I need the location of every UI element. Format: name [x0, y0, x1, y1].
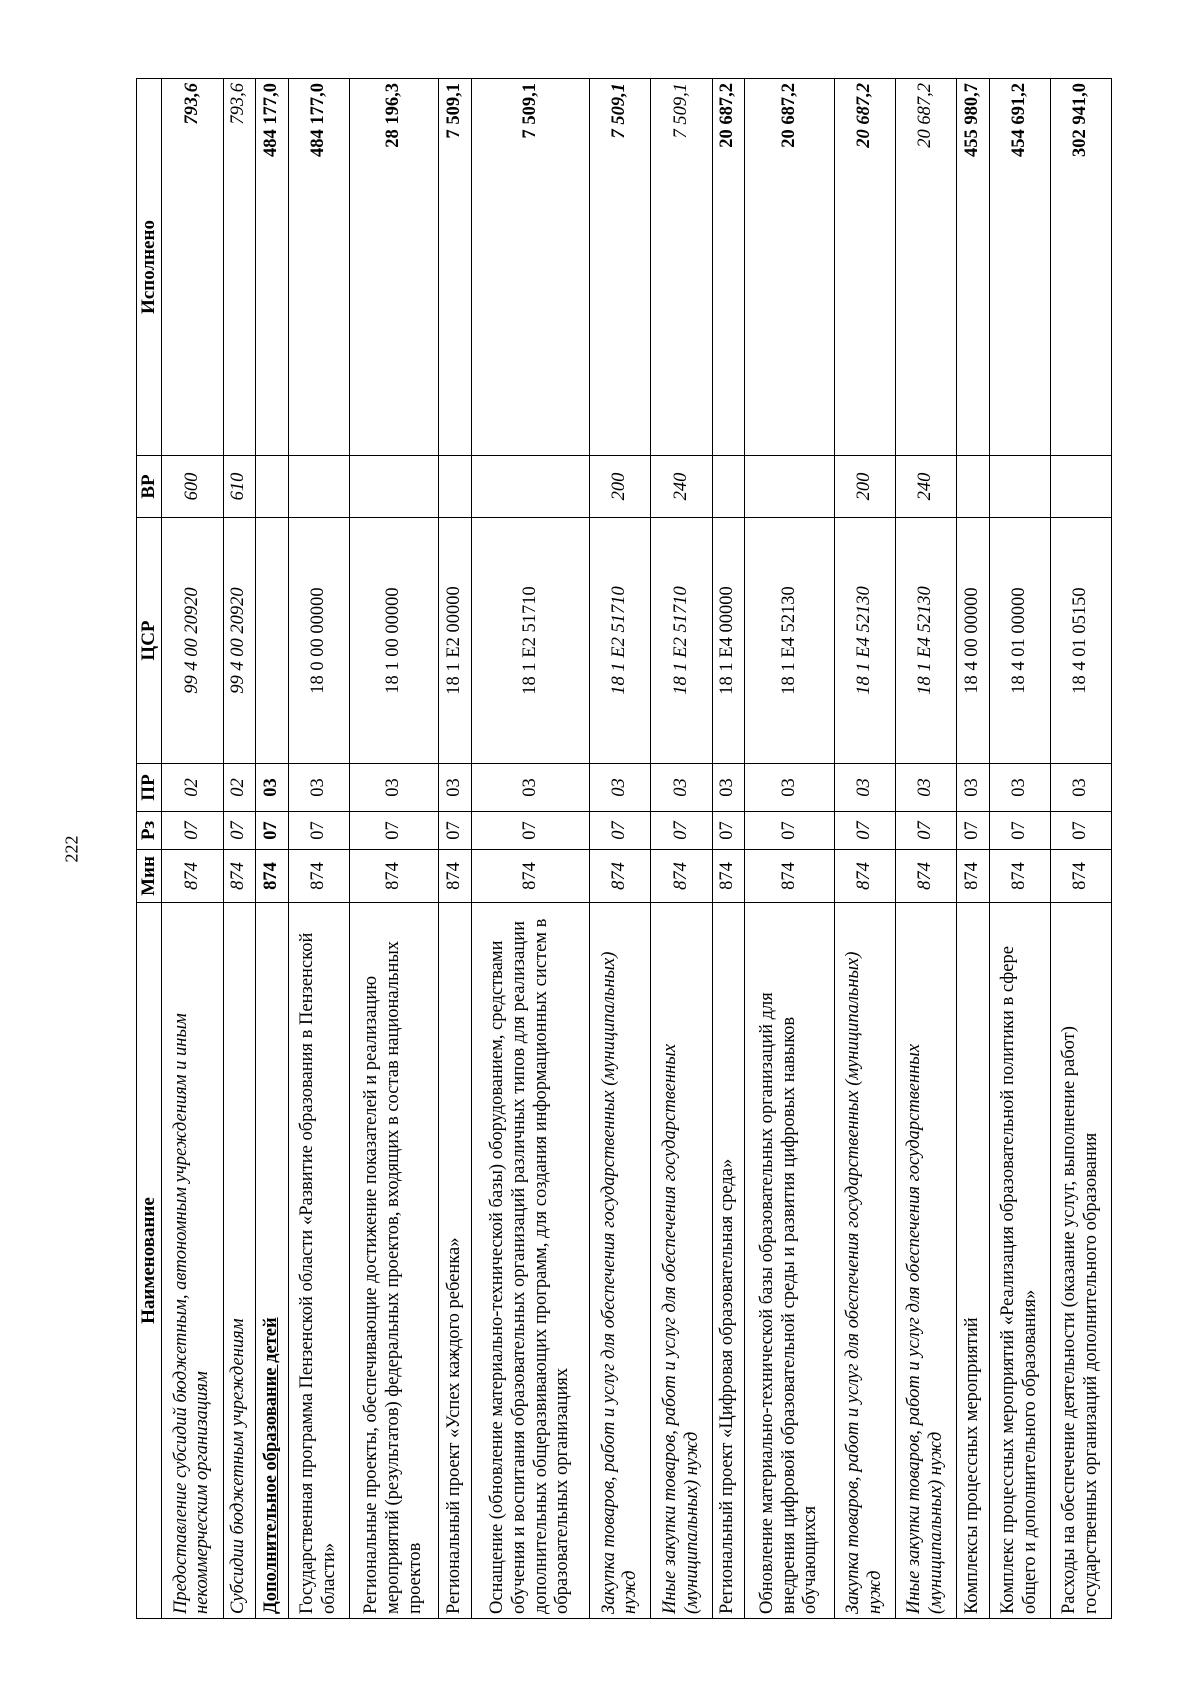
table-row: [349, 79, 439, 1619]
budget-table: [136, 78, 1112, 1619]
cell-name: Иные закупки товаров, работ и услуг для обеспечения государственных (муниципальных) нужд: [895, 903, 956, 1619]
cell-min: 874: [590, 850, 651, 903]
cell-name: Региональный проект «Цифровая образовательная среда»: [712, 903, 745, 1619]
cell-rz: 07: [590, 812, 651, 850]
cell-rz: 07: [651, 812, 712, 850]
table-row: [162, 79, 223, 1619]
cell-rz: 07: [349, 812, 439, 850]
cell-pr: 03: [256, 764, 289, 812]
cell-min: 874: [1050, 850, 1111, 903]
cell-csr: [256, 518, 289, 764]
cell-pr: 03: [834, 764, 895, 812]
cell-name: Региональные проекты, обеспечивающие достижение показателей и реализацию мероприятий (результатов) федеральных проектов, входящих в состав национальных проектов: [349, 903, 439, 1619]
cell-rz: 07: [745, 812, 835, 850]
cell-pr: 03: [895, 764, 956, 812]
cell-vr: [288, 456, 349, 518]
cell-vr: 240: [651, 456, 712, 518]
cell-vr: [712, 456, 745, 518]
cell-name: Региональный проект «Успех каждого ребенка»: [439, 903, 472, 1619]
header-rz: Рз: [137, 812, 162, 850]
table-row: [256, 79, 289, 1619]
cell-isp: 793,6: [162, 79, 223, 456]
cell-vr: 600: [162, 456, 223, 518]
table-header-row: [137, 79, 162, 1619]
cell-rz: 07: [256, 812, 289, 850]
cell-pr: 03: [712, 764, 745, 812]
cell-min: 874: [989, 850, 1050, 903]
cell-name: Расходы на обеспечение деятельности (оказание услуг, выполнение работ) государственных организаций дополнительного образования: [1050, 903, 1111, 1619]
table-row: [712, 79, 745, 1619]
cell-vr: [439, 456, 472, 518]
cell-csr: 18 4 00 00000: [957, 518, 990, 764]
cell-csr: 99 4 00 20920: [162, 518, 223, 764]
cell-rz: 07: [989, 812, 1050, 850]
cell-rz: 07: [471, 812, 589, 850]
cell-vr: [1050, 456, 1111, 518]
table-row: [590, 79, 651, 1619]
cell-isp: 454 691,2: [989, 79, 1050, 456]
cell-min: 874: [223, 850, 256, 903]
table-row: [957, 79, 990, 1619]
cell-isp: 7 509,1: [439, 79, 472, 456]
cell-isp: 20 687,2: [745, 79, 835, 456]
cell-min: 874: [439, 850, 472, 903]
cell-min: 874: [834, 850, 895, 903]
cell-csr: 18 1 E2 51710: [590, 518, 651, 764]
header-csr: ЦСР: [137, 518, 162, 764]
table-row: [439, 79, 472, 1619]
cell-pr: 03: [745, 764, 835, 812]
cell-pr: 03: [439, 764, 472, 812]
cell-pr: 03: [989, 764, 1050, 812]
cell-rz: 07: [288, 812, 349, 850]
cell-rz: 07: [439, 812, 472, 850]
header-name: Наименование: [137, 903, 162, 1619]
cell-isp: 455 980,7: [957, 79, 990, 456]
cell-csr: 18 1 00 00000: [349, 518, 439, 764]
cell-vr: 240: [895, 456, 956, 518]
cell-isp: 7 509,1: [651, 79, 712, 456]
cell-vr: [957, 456, 990, 518]
cell-min: 874: [957, 850, 990, 903]
cell-rz: 07: [834, 812, 895, 850]
cell-min: 874: [712, 850, 745, 903]
cell-csr: 18 1 E2 51710: [471, 518, 589, 764]
cell-isp: 7 509,1: [590, 79, 651, 456]
cell-min: 874: [895, 850, 956, 903]
cell-csr: 18 1 E2 51710: [651, 518, 712, 764]
cell-csr: 18 1 E4 52130: [895, 518, 956, 764]
table-row: [288, 79, 349, 1619]
cell-isp: 20 687,2: [895, 79, 956, 456]
cell-vr: 200: [834, 456, 895, 518]
table-row: [1050, 79, 1111, 1619]
cell-csr: 99 4 00 20920: [223, 518, 256, 764]
cell-csr: 18 4 01 05150: [1050, 518, 1111, 764]
cell-rz: 07: [223, 812, 256, 850]
header-pr: ПР: [137, 764, 162, 812]
cell-csr: 18 4 01 00000: [989, 518, 1050, 764]
cell-csr: 18 1 E4 52130: [834, 518, 895, 764]
cell-pr: 03: [288, 764, 349, 812]
table-row: [223, 79, 256, 1619]
cell-vr: [745, 456, 835, 518]
cell-pr: 02: [223, 764, 256, 812]
header-vr: ВР: [137, 456, 162, 518]
cell-min: 874: [651, 850, 712, 903]
table-row: [989, 79, 1050, 1619]
cell-csr: 18 1 E2 00000: [439, 518, 472, 764]
budget-table-container: [136, 79, 1112, 1619]
page-number: 222: [61, 835, 82, 863]
cell-name: Иные закупки товаров, работ и услуг для обеспечения государственных (муниципальных) нужд: [651, 903, 712, 1619]
cell-vr: 200: [590, 456, 651, 518]
cell-name: Государственная программа Пензенской области «Развитие образования в Пензенской области»: [288, 903, 349, 1619]
cell-pr: 03: [471, 764, 589, 812]
cell-csr: 18 1 E4 00000: [712, 518, 745, 764]
cell-isp: 20 687,2: [834, 79, 895, 456]
cell-isp: 484 177,0: [256, 79, 289, 456]
header-isp: Исполнено: [137, 79, 162, 456]
cell-min: 874: [288, 850, 349, 903]
cell-pr: 03: [349, 764, 439, 812]
table-row: [745, 79, 835, 1619]
table-row: [834, 79, 895, 1619]
cell-name: Предоставление субсидий бюджетным, автономным учреждениям и иным некоммерческим организациям: [162, 903, 223, 1619]
cell-isp: 484 177,0: [288, 79, 349, 456]
cell-min: 874: [162, 850, 223, 903]
cell-vr: [256, 456, 289, 518]
header-min: Мин: [137, 850, 162, 903]
table-row: [895, 79, 956, 1619]
cell-min: 874: [349, 850, 439, 903]
cell-rz: 07: [1050, 812, 1111, 850]
cell-isp: 7 509,1: [471, 79, 589, 456]
cell-vr: [989, 456, 1050, 518]
cell-pr: 03: [1050, 764, 1111, 812]
cell-isp: 302 941,0: [1050, 79, 1111, 456]
cell-name: Комплексы процессных мероприятий: [957, 903, 990, 1619]
cell-vr: 610: [223, 456, 256, 518]
cell-min: 874: [471, 850, 589, 903]
cell-csr: 18 1 E4 52130: [745, 518, 835, 764]
cell-isp: 28 196,3: [349, 79, 439, 456]
table-row: [471, 79, 589, 1619]
cell-pr: 03: [651, 764, 712, 812]
cell-vr: [471, 456, 589, 518]
cell-name: Закупка товаров, работ и услуг для обеспечения государственных (муниципальных) нужд: [590, 903, 651, 1619]
cell-pr: 03: [957, 764, 990, 812]
cell-name: Закупка товаров, работ и услуг для обеспечения государственных (муниципальных) нужд: [834, 903, 895, 1619]
cell-pr: 03: [590, 764, 651, 812]
cell-rz: 07: [957, 812, 990, 850]
cell-name: Комплекс процессных мероприятий «Реализация образовательной политики в сфере общего и дополнительного образования»: [989, 903, 1050, 1619]
cell-pr: 02: [162, 764, 223, 812]
cell-vr: [349, 456, 439, 518]
cell-isp: 20 687,2: [712, 79, 745, 456]
cell-rz: 07: [712, 812, 745, 850]
cell-name: Дополнительное образование детей: [256, 903, 289, 1619]
cell-name: Оснащение (обновление материально-технической базы) оборудованием, средствами обучения и воспитания образовательных организаций различных типов для реализации дополнительных общеразвивающих программ, для создания информационных систем в образовательных организациях: [471, 903, 589, 1619]
cell-name: Субсидии бюджетным учреждениям: [223, 903, 256, 1619]
cell-rz: 07: [162, 812, 223, 850]
cell-name: Обновление материально-технической базы образовательных организаций для внедрения цифровой образовательной среды и развития цифровых навыков обучающихся: [745, 903, 835, 1619]
cell-min: 874: [745, 850, 835, 903]
table-row: [651, 79, 712, 1619]
cell-csr: 18 0 00 00000: [288, 518, 349, 764]
cell-rz: 07: [895, 812, 956, 850]
cell-isp: 793,6: [223, 79, 256, 456]
cell-min: 874: [256, 850, 289, 903]
